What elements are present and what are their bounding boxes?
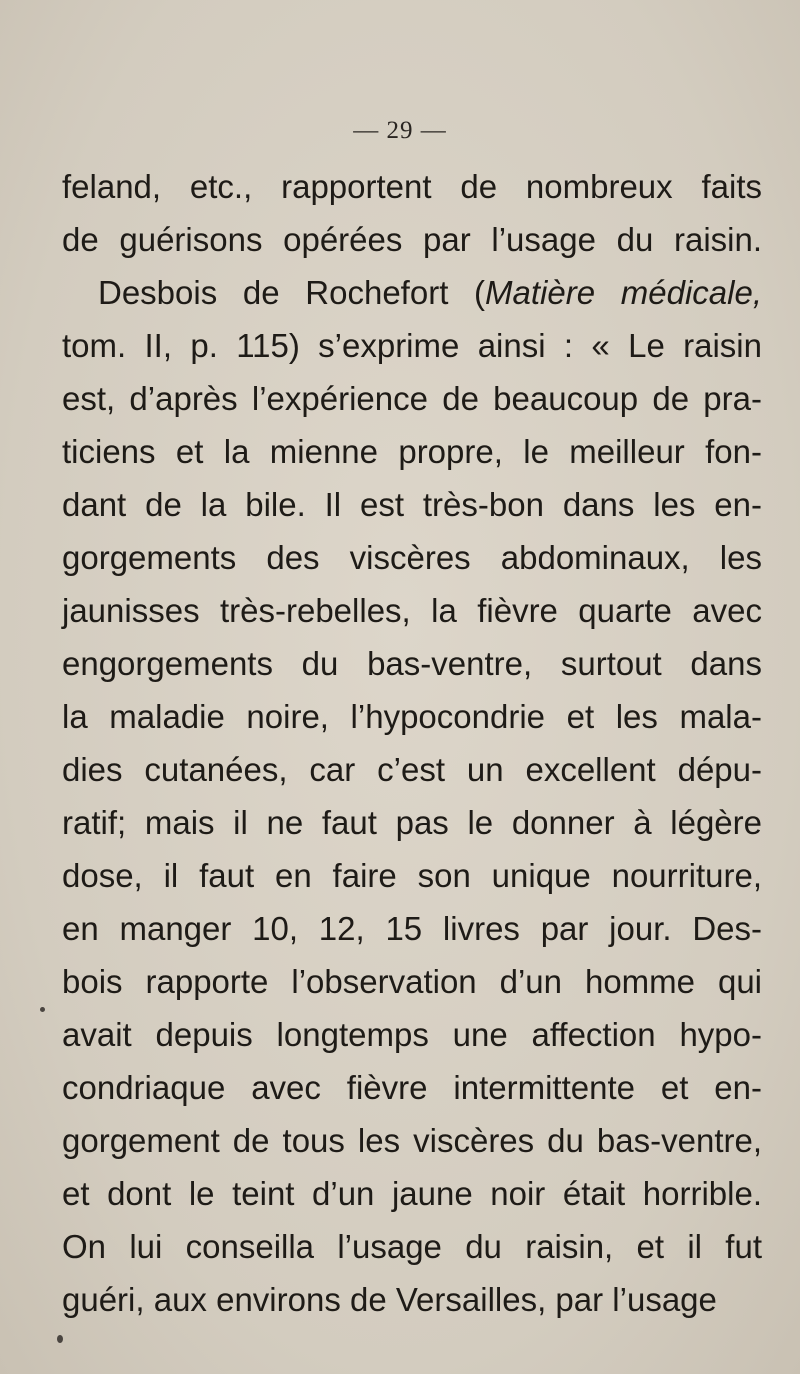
text-line: en manger 10, 12, 15 livres par jour. Des- bbox=[62, 910, 762, 947]
text-line: gorgement de tous les viscères du bas-ventre, bbox=[62, 1122, 762, 1159]
body-text bbox=[62, 160, 762, 1326]
text-line: dies cutanées, car c’est un excellent dépu- bbox=[62, 751, 762, 788]
text-line: et dont le teint d’un jaune noir était horrible. bbox=[62, 1175, 762, 1212]
text-line: dose, il faut en faire son unique nourriture, bbox=[62, 857, 762, 894]
text-line: la maladie noire, l’hypocondrie et les mala- bbox=[62, 698, 762, 735]
text-line: avait depuis longtemps une affection hypo- bbox=[62, 1016, 762, 1053]
text-line: tom. II, p. 115) s’exprime ainsi : « Le raisin bbox=[62, 327, 762, 364]
text-line: condriaque avec fièvre intermittente et en- bbox=[62, 1069, 762, 1106]
text-line: On lui conseilla l’usage du raisin, et il fut bbox=[62, 1228, 762, 1265]
text-line: gorgements des viscères abdominaux, les bbox=[62, 539, 762, 576]
book-title: Matière médicale, bbox=[485, 274, 762, 311]
text-line: de guérisons opérées par l’usage du raisin. bbox=[62, 221, 762, 258]
text-line: bois rapporte l’observation d’un homme qui bbox=[62, 963, 762, 1000]
text-line-start: Desbois de Rochefort ( bbox=[98, 274, 486, 311]
ink-speck bbox=[57, 1335, 63, 1343]
ink-speck bbox=[40, 1007, 45, 1012]
text-line: feland, etc., rapportent de nombreux faits bbox=[62, 168, 762, 205]
text-line: dant de la bile. Il est très-bon dans les en- bbox=[62, 486, 762, 523]
text-line: guéri, aux environs de Versailles, par l’usage bbox=[62, 1281, 717, 1318]
text-line: ratif; mais il ne faut pas le donner à légère bbox=[62, 804, 762, 841]
text-line bbox=[62, 266, 762, 319]
text-line: engorgements du bas-ventre, surtout dans bbox=[62, 645, 762, 682]
text-line: jaunisses très-rebelles, la fièvre quarte avec bbox=[62, 592, 762, 629]
text-line: ticiens et la mienne propre, le meilleur fon- bbox=[62, 433, 762, 470]
page-number: — 29 — bbox=[353, 117, 447, 144]
text-line: est, d’après l’expérience de beaucoup de pra- bbox=[62, 380, 762, 417]
